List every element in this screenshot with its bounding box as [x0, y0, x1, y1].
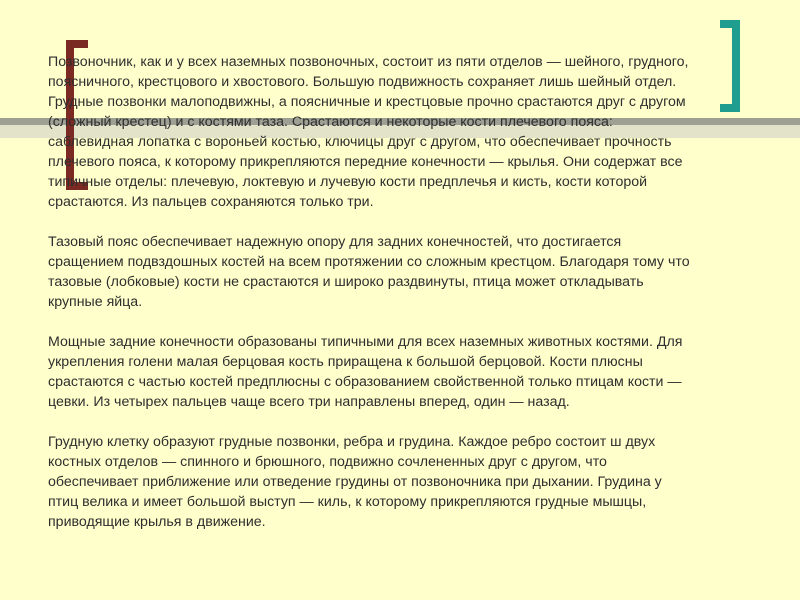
text-line: срастаются с частью костей предплюсны с образованием свойственной только птицам кости —	[48, 374, 682, 390]
text-line: цевки. Из четырех пальцев чаще всего три направлены вперед, один — назад.	[48, 394, 570, 410]
text-line: поясничного, крестцового и хвостового. Большую подвижность сохраняет лишь шейный отдел.	[48, 74, 677, 90]
text-line: сращением подвздошных костей на всем протяжении со сложным крестцом. Благодаря тому что	[48, 254, 690, 270]
text-line: приводящие крылья в движение.	[48, 514, 266, 530]
text-line: тазовые (лобковые) кости не срастаются и широко раздвинуты, птица может откладывать	[48, 274, 644, 290]
text-line: птиц велика и имеет большой выступ — киль, к которому прикрепляются грудные мышцы,	[48, 494, 647, 510]
text-line: костных отделов — спинного и брюшного, подвижно сочлененных друг с другом, что	[48, 454, 607, 470]
text-line: обеспечивает приближение или отведение грудины от позвоночника при дыхании. Грудина у	[48, 474, 662, 490]
text-line: Тазовый пояс обеспечивает надежную опору для задних конечностей, что достигается	[48, 234, 622, 250]
text-line: плечевого пояса, к которому прикрепляются передние конечности — крылья. Они содержат все	[48, 154, 683, 170]
text-line: Грудные позвонки малоподвижны, а поясничные и крестцовые прочно срастаются друг с другом	[48, 94, 686, 110]
text-line: (сложный крестец) и с костями таза. Срастаются и некоторые кости плечевого пояса:	[48, 114, 613, 130]
text-line: Позвоночник, как и у всех наземных позвоночных, состоит из пяти отделов — шейного, грудного,	[48, 54, 689, 70]
text-line: Мощные задние конечности образованы типичными для всех наземных животных костями. Для	[48, 334, 683, 350]
paragraph	[48, 432, 752, 532]
text-line: типичные отделы: плечевую, локтевую и лучевую кости предплечья и кисть, кости которой	[48, 174, 648, 190]
text-line: Грудную клетку образуют грудные позвонки, ребра и грудина. Каждое ребро состоит ш двух	[48, 434, 656, 450]
text-line: саблевидная лопатка с вороньей костью, ключицы друг с другом, что обеспечивает прочность	[48, 134, 672, 150]
paragraph	[48, 332, 752, 412]
body-text	[48, 52, 752, 552]
text-line: укрепления голени малая берцовая кость приращена к большой берцовой. Кости плюсны	[48, 354, 643, 370]
text-line: крупные яйца.	[48, 294, 143, 310]
text-line: срастаются. Из пальцев сохраняются только три.	[48, 194, 374, 210]
paragraph	[48, 232, 752, 312]
paragraph	[48, 52, 752, 212]
